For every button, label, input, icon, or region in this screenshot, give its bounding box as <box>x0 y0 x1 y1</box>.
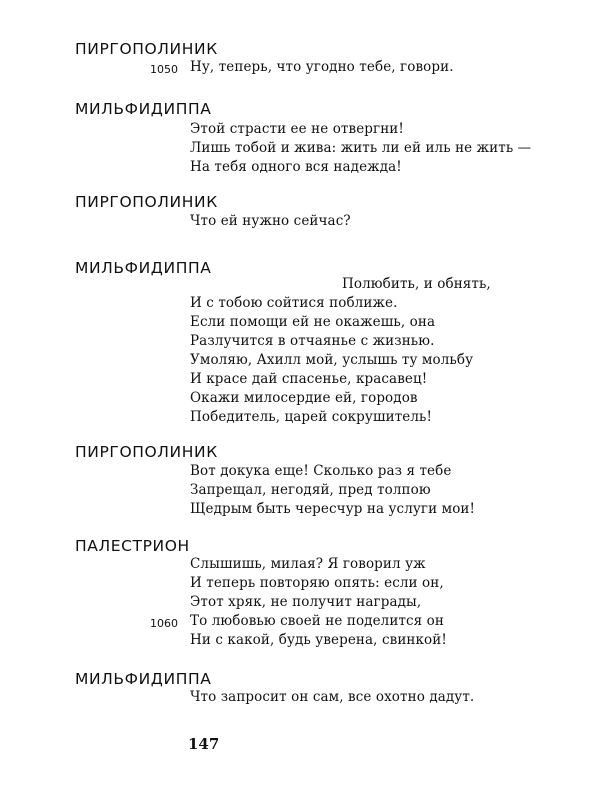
verse-line: Запрещал, негодяй, пред толпою <box>190 482 431 498</box>
verse-line: Если помощи ей не окажешь, она <box>190 314 436 330</box>
speaker-name: ПИРГОПОЛИНИК <box>75 443 218 461</box>
verse-line: Что ей нужно сейчас? <box>190 213 351 229</box>
speaker-name: ПИРГОПОЛИНИК <box>75 40 218 58</box>
speaker-name: МИЛЬФИДИППА <box>75 100 212 118</box>
verse-line: И красе дай спасенье, красавец! <box>190 371 428 387</box>
verse-line: Щедрым быть чересчур на услуги мои! <box>190 501 476 517</box>
verse-line: Что запросит он сам, все охотно дадут. <box>190 689 475 705</box>
verse-line: На тебя одного вся надежда! <box>190 159 402 175</box>
verse-line: И с тобою сойтися поближе. <box>190 295 398 311</box>
verse-line: Окажи милосердие ей, городов <box>190 390 418 406</box>
page-number: 147 <box>188 735 220 753</box>
speaker-name: МИЛЬФИДИППА <box>75 259 212 277</box>
verse-line: Слышишь, милая? Я говорил уж <box>190 556 426 572</box>
verse-line: Лишь тобой и жива: жить ли ей иль не жить — <box>190 140 532 156</box>
speaker-name: МИЛЬФИДИППА <box>75 670 212 688</box>
speaker-name: ПАЛЕСТРИОН <box>75 537 190 555</box>
line-number: 1060 <box>150 617 178 630</box>
verse-line: Победитель, царей сокрушитель! <box>190 409 433 425</box>
verse-line: Разлучится в отчаянье с жизнью. <box>190 333 435 349</box>
verse-line: Умоляю, Ахилл мой, услышь ту мольбу <box>190 352 474 368</box>
verse-line: Полюбить, и обнять, <box>342 276 491 292</box>
verse-line: Этот хряк, не получит награды, <box>190 594 422 610</box>
verse-line: Вот докука еще! Сколько раз я тебе <box>190 463 452 479</box>
verse-line: Ну, теперь, что угодно тебе, говори. <box>190 59 454 75</box>
verse-line: Ни с какой, будь уверена, свинкой! <box>190 632 447 648</box>
speaker-name: ПИРГОПОЛИНИК <box>75 193 218 211</box>
verse-line: То любовью своей не поделится он <box>190 613 445 629</box>
verse-line: И теперь повторяю опять: если он, <box>190 575 444 591</box>
verse-line: Этой страсти ее не отвергни! <box>190 121 404 137</box>
line-number: 1050 <box>150 63 178 76</box>
